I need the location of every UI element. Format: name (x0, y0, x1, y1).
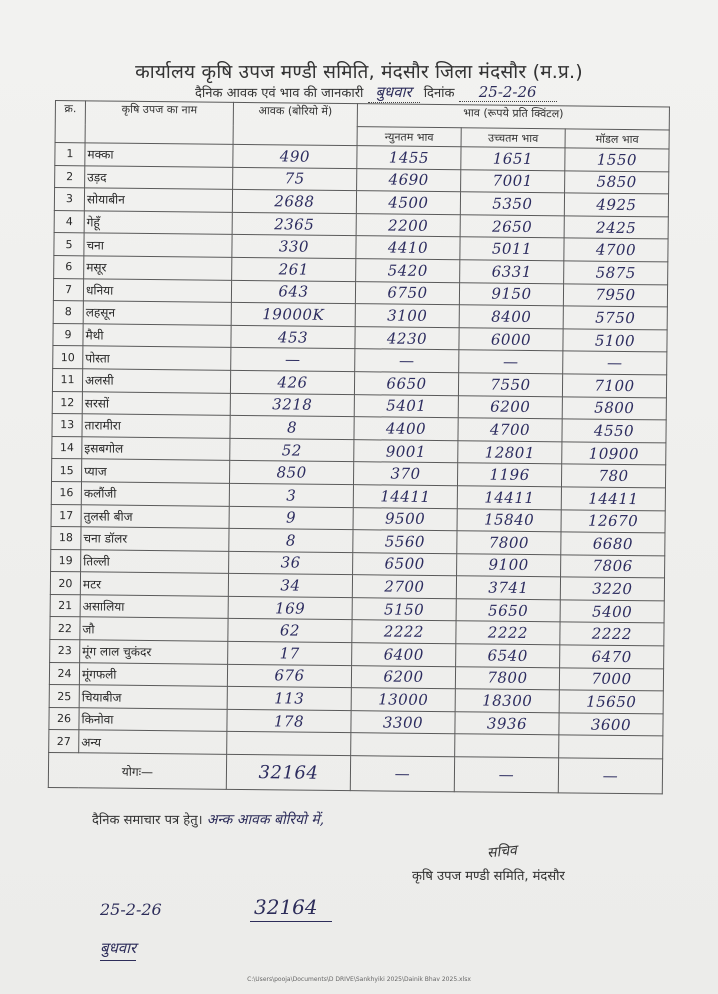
header-min-price: न्युनतम भाव (357, 127, 461, 147)
table-body (49, 143, 669, 759)
row-model-price: 4700 (564, 238, 668, 262)
row-min-price: 2200 (356, 213, 460, 237)
row-max-price: 2650 (460, 215, 564, 239)
row-model-price: — (563, 351, 667, 375)
row-arrival: 676 (227, 664, 351, 688)
row-serial: 13 (52, 414, 82, 437)
office-title: कार्यालय कृषि उपज मण्डी समिति, मंदसौर जिला मंदसौर (म.प्र.) (135, 61, 583, 83)
signatory-text: कृषि उपज मण्डी समिति, मंदसौर (412, 869, 565, 884)
row-min-price: 6200 (351, 665, 455, 689)
row-min-price: 4230 (355, 326, 459, 350)
row-crop-name: तिल्ली (81, 549, 229, 573)
row-min-price: 5420 (356, 259, 460, 283)
file-path-footer: C:\Users\pooja\Documents\D DRIVE\Sankhyiki 2025\Dainik Bhav 2025.xlsx (247, 976, 471, 983)
row-crop-name: तुलसी बीज (81, 504, 229, 528)
row-serial: 22 (50, 617, 80, 640)
row-max-price: 7550 (458, 373, 562, 397)
row-max-price: 5011 (460, 237, 564, 261)
row-min-price: 5150 (352, 598, 456, 622)
row-crop-name: सरसों (82, 391, 230, 415)
row-model-price: 7806 (561, 555, 665, 579)
row-arrival: 850 (229, 461, 353, 485)
row-max-price: 7800 (457, 531, 561, 555)
bottom-total-handwritten: 32164 (250, 895, 332, 922)
row-serial: 17 (51, 504, 81, 527)
row-max-price: 6540 (456, 644, 560, 668)
row-crop-name: मैथी (83, 324, 231, 348)
row-crop-name: मूंग लाल चुकंदर (80, 640, 228, 664)
row-model-price: 6680 (561, 532, 665, 556)
row-serial: 24 (49, 662, 79, 685)
row-serial: 8 (53, 301, 83, 324)
row-serial: 14 (52, 436, 82, 459)
row-crop-name: चियाबीज (79, 685, 227, 709)
row-model-price: 6470 (560, 645, 664, 669)
header-arrival: आवक (बोरियो में) (233, 102, 357, 145)
row-model-price: 5850 (565, 170, 669, 194)
row-crop-name: अन्य (79, 730, 227, 754)
row-max-price: 7001 (461, 169, 565, 193)
subtitle-prefix: दैनिक आवक एवं भाव की जानकारी (195, 86, 364, 101)
row-serial: 2 (55, 165, 85, 188)
row-model-price: 1550 (565, 148, 669, 172)
row-crop-name: कलौंजी (81, 482, 229, 506)
row-min-price: 14411 (353, 485, 457, 509)
row-max-price: — (459, 350, 563, 374)
row-crop-name: लहसून (83, 301, 231, 325)
row-max-price: 7800 (455, 666, 559, 690)
row-max-price: 2222 (456, 621, 560, 645)
row-min-price: 6650 (354, 372, 458, 396)
header-model-price: मॉडल भाव (565, 129, 669, 149)
row-crop-name: चना डॉलर (81, 527, 229, 551)
row-arrival: 643 (231, 280, 355, 304)
row-max-price: 8400 (459, 305, 563, 329)
row-serial: 26 (49, 707, 79, 730)
row-min-price: 1455 (357, 146, 461, 170)
report-subtitle (195, 82, 557, 103)
row-crop-name: असालिया (80, 595, 228, 619)
total-row (48, 753, 662, 794)
row-min-price: 3300 (351, 710, 455, 734)
row-arrival: 178 (227, 709, 351, 733)
row-model-price: 14411 (561, 487, 665, 511)
row-arrival (227, 732, 351, 756)
row-serial: 21 (50, 594, 80, 617)
row-crop-name: जौ (80, 617, 228, 641)
price-arrival-table (48, 100, 670, 794)
row-crop-name: मूंगफली (79, 662, 227, 686)
row-serial: 18 (51, 527, 81, 550)
row-crop-name: मक्का (85, 143, 233, 167)
row-min-price (351, 733, 455, 757)
row-arrival: — (231, 348, 355, 372)
row-min-price: 9500 (353, 507, 457, 531)
row-max-price: 1196 (457, 463, 561, 487)
row-min-price: 370 (353, 462, 457, 486)
row-min-price: 4500 (356, 191, 460, 215)
row-crop-name: पोस्ता (83, 346, 231, 370)
row-max-price: 5650 (456, 599, 560, 623)
row-crop-name: मटर (80, 572, 228, 596)
row-arrival: 36 (229, 551, 353, 575)
row-arrival: 62 (228, 619, 352, 643)
row-max-price: 6331 (460, 260, 564, 284)
row-serial: 9 (53, 323, 83, 346)
newspaper-note (92, 810, 324, 829)
total-label: योगः— (48, 753, 226, 790)
row-max-price: 9100 (457, 553, 561, 577)
row-arrival: 8 (230, 415, 354, 439)
row-serial: 4 (54, 210, 84, 233)
row-arrival: 453 (231, 325, 355, 349)
row-serial: 3 (54, 188, 84, 211)
header-crop-name: कृषि उपज का नाम (85, 101, 233, 145)
row-max-price: 9150 (459, 282, 563, 306)
row-max-price: 12801 (458, 440, 562, 464)
row-arrival: 3 (229, 483, 353, 507)
row-serial: 5 (54, 233, 84, 256)
row-serial: 15 (52, 459, 82, 482)
row-serial: 20 (50, 572, 80, 595)
row-model-price: 4925 (564, 193, 668, 217)
header-price-group: भाव (रूपये प्रति क्विंटल) (357, 104, 669, 130)
row-arrival: 19000K (231, 303, 355, 327)
row-model-price (559, 735, 663, 759)
row-serial: 1 (55, 143, 85, 166)
bottom-date-handwritten: 25-2-26 (100, 900, 162, 919)
row-min-price: 2222 (352, 620, 456, 644)
row-arrival: 34 (228, 574, 352, 598)
row-arrival: 2365 (232, 212, 356, 236)
row-min-price: 13000 (351, 688, 455, 712)
row-max-price: 4700 (458, 418, 562, 442)
row-arrival: 8 (229, 528, 353, 552)
row-max-price: 6000 (459, 327, 563, 351)
row-arrival: 17 (228, 641, 352, 665)
row-max-price: 1651 (461, 147, 565, 171)
row-model-price: 7000 (559, 667, 663, 691)
row-crop-name: अलसी (82, 369, 230, 393)
row-arrival: 169 (228, 596, 352, 620)
row-max-price: 3936 (455, 712, 559, 736)
row-serial: 25 (49, 685, 79, 708)
row-model-price: 3220 (560, 577, 664, 601)
row-model-price: 3600 (559, 713, 663, 737)
row-min-price: 4690 (357, 168, 461, 192)
row-crop-name: किनोवा (79, 708, 227, 732)
row-arrival: 75 (233, 167, 357, 191)
header-max-price: उच्चतम भाव (461, 128, 565, 148)
row-model-price: 12670 (561, 509, 665, 533)
row-max-price: 5350 (460, 192, 564, 216)
row-arrival: 3218 (230, 393, 354, 417)
row-min-price: 5401 (354, 394, 458, 418)
row-min-price: 4400 (354, 417, 458, 441)
row-max-price: 14411 (457, 486, 561, 510)
row-model-price: 15650 (559, 690, 663, 714)
row-arrival: 2688 (232, 190, 356, 214)
note-prefix: दैनिक समाचार पत्र हेतु। (92, 813, 203, 828)
row-arrival: 330 (232, 235, 356, 259)
date-handwritten: 25-2-26 (478, 83, 537, 101)
row-max-price (455, 734, 559, 758)
row-model-price: 2222 (560, 622, 664, 646)
row-arrival: 261 (232, 257, 356, 281)
note-handwritten: अन्क आवक बोरियो में, (206, 812, 325, 828)
row-arrival: 113 (227, 687, 351, 711)
row-max-price: 6200 (458, 395, 562, 419)
row-serial: 23 (50, 640, 80, 663)
row-model-price: 7100 (562, 374, 666, 398)
row-crop-name: इसबगोल (82, 437, 230, 461)
row-max-price: 3741 (456, 576, 560, 600)
row-model-price: 10900 (562, 442, 666, 466)
row-serial: 11 (52, 368, 82, 391)
row-crop-name: सोयाबीन (84, 188, 232, 212)
row-serial: 27 (49, 730, 79, 753)
row-crop-name: मसूर (84, 256, 232, 280)
total-arrival: 32164 (226, 754, 350, 790)
row-arrival: 9 (229, 506, 353, 530)
row-model-price: 780 (561, 464, 665, 488)
row-min-price: 9001 (354, 439, 458, 463)
row-min-price: 6400 (352, 643, 456, 667)
bottom-day-handwritten: बुधवार (100, 938, 136, 961)
row-min-price: — (355, 349, 459, 373)
row-serial: 10 (53, 346, 83, 369)
row-serial: 6 (54, 255, 84, 278)
row-crop-name: उड़द (85, 165, 233, 189)
row-model-price: 5100 (563, 329, 667, 353)
row-model-price: 4550 (562, 419, 666, 443)
date-label: दिनांक (423, 86, 455, 101)
row-serial: 16 (51, 481, 81, 504)
row-model-price: 5800 (562, 396, 666, 420)
row-serial: 7 (53, 278, 83, 301)
day-handwritten: बुधवार (375, 83, 412, 101)
row-model-price: 5750 (563, 306, 667, 330)
row-min-price: 6750 (355, 281, 459, 305)
row-model-price: 5400 (560, 600, 664, 624)
row-crop-name: तारामीरा (82, 414, 230, 438)
row-min-price: 6500 (353, 552, 457, 576)
header-serial: क्र. (55, 101, 85, 143)
total-max: — (454, 757, 558, 793)
row-crop-name: चना (84, 233, 232, 257)
row-max-price: 15840 (457, 508, 561, 532)
row-model-price: 2425 (564, 216, 668, 240)
row-arrival: 490 (233, 144, 357, 168)
row-crop-name: प्याज (82, 459, 230, 483)
row-min-price: 3100 (355, 304, 459, 328)
row-model-price: 7950 (563, 283, 667, 307)
total-model: — (558, 758, 662, 794)
row-model-price: 5875 (564, 261, 668, 285)
row-crop-name: धनिया (83, 278, 231, 302)
row-crop-name: गेहूँ (84, 211, 232, 235)
row-min-price: 4410 (356, 236, 460, 260)
row-arrival: 52 (230, 438, 354, 462)
row-max-price: 18300 (455, 689, 559, 713)
total-min: — (350, 756, 454, 792)
row-min-price: 2700 (352, 575, 456, 599)
row-arrival: 426 (230, 370, 354, 394)
row-serial: 19 (51, 549, 81, 572)
row-serial: 12 (52, 391, 82, 414)
signature-mark: सचिव (486, 842, 518, 862)
row-min-price: 5560 (353, 530, 457, 554)
